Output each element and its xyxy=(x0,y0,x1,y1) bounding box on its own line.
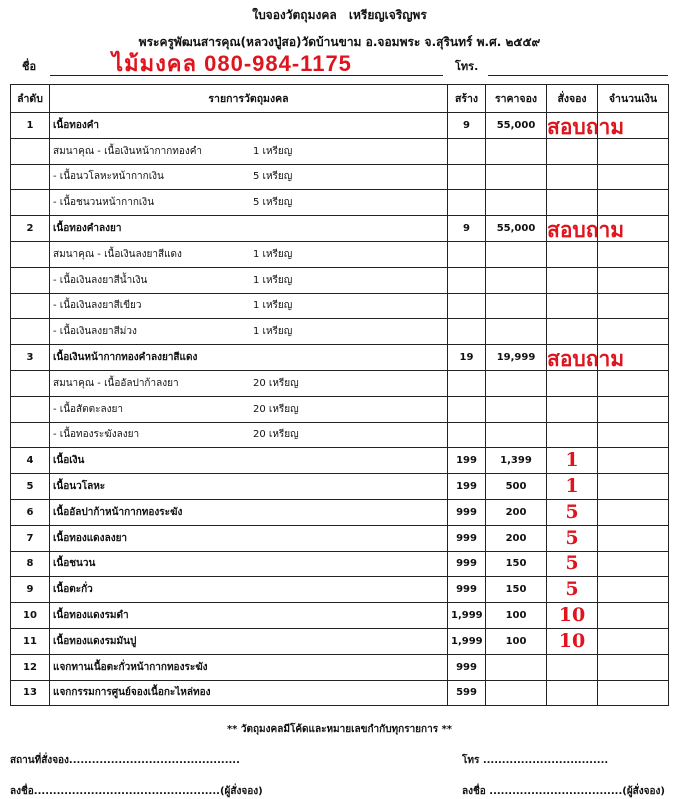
order-cell[interactable] xyxy=(547,319,598,345)
reserve-price xyxy=(486,267,547,293)
table-row xyxy=(11,551,669,577)
item-name: เนื้อนวโลหะ xyxy=(50,474,448,500)
signature-left-field[interactable]: ลงชื่อ.................................................(ผู้สั่งจอง) xyxy=(10,786,263,797)
reserve-price xyxy=(486,370,547,396)
table-subrow xyxy=(11,422,669,448)
col-header-no: ลำดับ xyxy=(11,85,50,113)
amount-cell[interactable] xyxy=(598,422,669,448)
built-count xyxy=(448,241,486,267)
amount-cell[interactable] xyxy=(598,680,669,706)
built-count xyxy=(448,370,486,396)
amount-cell[interactable] xyxy=(598,293,669,319)
sub-item-name: - เนื้อเงินลงยาสีน้ำเงิน xyxy=(53,274,148,286)
built-count xyxy=(448,422,486,448)
table-subrow xyxy=(11,396,669,422)
built-count: 199 xyxy=(448,448,486,474)
item-name: เนื้อทองคำลงยา xyxy=(50,216,448,242)
order-cell[interactable] xyxy=(547,474,598,500)
table-subrow xyxy=(11,267,669,293)
table-subrow xyxy=(11,164,669,190)
order-place-field[interactable]: สถานที่สั่งจอง............................................. xyxy=(10,755,240,766)
order-cell[interactable] xyxy=(547,164,598,190)
row-number: 6 xyxy=(11,499,50,525)
order-cell[interactable] xyxy=(547,448,598,474)
order-cell[interactable] xyxy=(547,216,625,243)
row-number: 13 xyxy=(11,680,50,706)
order-cell[interactable] xyxy=(547,293,598,319)
sub-item-name: - เนื้อนวโลหะหน้ากากเงิน xyxy=(53,171,164,183)
row-number: 7 xyxy=(11,525,50,551)
order-quantity: 1 xyxy=(565,475,579,498)
item-name: เนื้อทองแดงลงยา xyxy=(50,525,448,551)
amount-cell[interactable] xyxy=(598,319,669,345)
sub-item-name: สมนาคุณ - เนื้อเงินลงยาสีแดง xyxy=(53,248,182,260)
sub-item-qty: 1 เหรียญ xyxy=(253,300,293,312)
order-cell[interactable] xyxy=(547,680,598,706)
col-header-price: ราคาจอง xyxy=(486,85,547,113)
amount-cell[interactable] xyxy=(598,267,669,293)
reserve-price xyxy=(486,293,547,319)
row-number xyxy=(11,164,50,190)
table-subrow xyxy=(11,293,669,319)
sub-item-name: - เนื้อชนวนหน้ากากเงิน xyxy=(53,197,155,209)
amount-cell[interactable] xyxy=(598,499,669,525)
reserve-price: 150 xyxy=(486,577,547,603)
sub-item-qty: 1 เหรียญ xyxy=(253,326,293,338)
row-number: 9 xyxy=(11,577,50,603)
sub-item xyxy=(50,396,448,422)
name-field-value[interactable]: ไม้มงคล 080-984-1175 xyxy=(112,51,352,76)
built-count: 999 xyxy=(448,499,486,525)
row-number: 5 xyxy=(11,474,50,500)
order-cell[interactable] xyxy=(547,654,598,680)
order-cell[interactable] xyxy=(547,603,598,629)
reserve-price xyxy=(486,396,547,422)
built-count: 1,999 xyxy=(448,628,486,654)
reserve-price xyxy=(486,190,547,216)
built-count xyxy=(448,138,486,164)
order-cell[interactable] xyxy=(547,525,598,551)
amount-cell[interactable] xyxy=(598,525,669,551)
order-cell[interactable] xyxy=(547,628,598,654)
table-row xyxy=(11,448,669,474)
row-number xyxy=(11,319,50,345)
order-cell[interactable] xyxy=(547,190,598,216)
table-row xyxy=(11,654,669,680)
row-number: 3 xyxy=(11,345,50,371)
sub-item-name: สมนาคุณ - เนื้ออัลปาก้าลงยา xyxy=(53,377,179,389)
col-header-built: สร้าง xyxy=(448,85,486,113)
table-row xyxy=(11,113,669,139)
sub-item-qty: 20 เหรียญ xyxy=(253,377,299,389)
table-row xyxy=(11,577,669,603)
phone-label: โทร. xyxy=(455,60,479,73)
table-row xyxy=(11,525,669,551)
form-subtitle: พระครูพัฒนสารคุณ(หลวงปู่สอ)วัดบ้านขาม อ.จอมพระ จ.สุรินทร์ พ.ศ. ๒๕๕๙ xyxy=(138,35,541,49)
order-cell[interactable] xyxy=(547,551,598,577)
sub-item xyxy=(50,293,448,319)
order-cell[interactable] xyxy=(547,345,625,372)
reserve-price xyxy=(486,680,547,706)
order-quantity: 5 xyxy=(565,578,579,601)
item-name: เนื้อชนวน xyxy=(50,551,448,577)
order-quantity: 10 xyxy=(558,604,586,627)
item-name: เนื้ออัลปาก้าหน้ากากทองระฆัง xyxy=(50,499,448,525)
reserve-price: 150 xyxy=(486,551,547,577)
reserve-price: 1,399 xyxy=(486,448,547,474)
order-cell[interactable] xyxy=(547,267,598,293)
built-count xyxy=(448,164,486,190)
reserve-price: 55,000 xyxy=(486,113,547,139)
reserve-price xyxy=(486,319,547,345)
amount-cell[interactable] xyxy=(598,164,669,190)
built-count xyxy=(448,319,486,345)
reserve-price: 200 xyxy=(486,499,547,525)
sub-item-name: - เนื้อเงินลงยาสีม่วง xyxy=(53,326,137,338)
reserve-price: 19,999 xyxy=(486,345,547,371)
amount-cell[interactable] xyxy=(598,603,669,629)
inquire-label: สอบถาม xyxy=(547,116,625,139)
sub-item xyxy=(50,370,448,396)
table-row xyxy=(11,345,669,371)
row-number: 4 xyxy=(11,448,50,474)
row-number xyxy=(11,396,50,422)
sub-item-qty: 20 เหรียญ xyxy=(253,403,299,415)
sub-item-name: - เนื้อเงินลงยาสีเขียว xyxy=(53,300,142,312)
reserve-price: 500 xyxy=(486,474,547,500)
table-subrow xyxy=(11,319,669,345)
built-count: 199 xyxy=(448,474,486,500)
built-count: 9 xyxy=(448,113,486,139)
inquire-label: สอบถาม xyxy=(547,219,625,243)
item-name: เนื้อเงินหน้ากากทองคำลงยาสีแดง xyxy=(50,345,448,371)
built-count: 999 xyxy=(448,577,486,603)
order-quantity: 5 xyxy=(565,526,579,549)
sub-item xyxy=(50,190,448,216)
order-cell[interactable] xyxy=(547,113,625,139)
order-cell[interactable] xyxy=(547,422,598,448)
row-number: 11 xyxy=(11,628,50,654)
amount-cell[interactable] xyxy=(598,190,669,216)
table-row xyxy=(11,628,669,654)
row-number: 12 xyxy=(11,654,50,680)
footer-phone-field[interactable]: โทร ................................. xyxy=(462,755,609,766)
reserve-price: 100 xyxy=(486,628,547,654)
sub-item-qty: 5 เหรียญ xyxy=(253,171,293,183)
row-number xyxy=(11,293,50,319)
amount-cell[interactable] xyxy=(598,396,669,422)
amount-cell[interactable] xyxy=(598,577,669,603)
signature-right-field[interactable]: ลงชื่อ ...................................(ผู้สั่งจอง) xyxy=(462,786,665,797)
order-quantity: 1 xyxy=(565,449,579,472)
built-count xyxy=(448,396,486,422)
reserve-price: 200 xyxy=(486,525,547,551)
reserve-price: 100 xyxy=(486,603,547,629)
sub-item-name: - เนื้อสัตตะลงยา xyxy=(53,403,123,415)
table-body xyxy=(11,113,669,706)
built-count xyxy=(448,293,486,319)
row-number xyxy=(11,422,50,448)
row-number xyxy=(11,370,50,396)
row-number: 2 xyxy=(11,216,50,242)
item-name: เนื้อทองแดงรมมันปู xyxy=(50,628,448,654)
sub-item-qty: 20 เหรียญ xyxy=(253,429,299,441)
built-count: 599 xyxy=(448,680,486,706)
item-name: เนื้อทองแดงรมดำ xyxy=(50,603,448,629)
sub-item xyxy=(50,241,448,267)
col-header-amount: จำนวนเงิน xyxy=(598,85,669,113)
table-row xyxy=(11,474,669,500)
reserve-price: 55,000 xyxy=(486,216,547,242)
built-count: 999 xyxy=(448,654,486,680)
order-quantity: 10 xyxy=(558,629,586,652)
table-row xyxy=(11,680,669,706)
table-row xyxy=(11,499,669,525)
sub-item xyxy=(50,422,448,448)
built-count: 1,999 xyxy=(448,603,486,629)
reserve-price xyxy=(486,241,547,267)
table-subrow xyxy=(11,190,669,216)
built-count: 999 xyxy=(448,551,486,577)
sub-item-qty: 1 เหรียญ xyxy=(253,248,293,260)
inquire-label: สอบถาม xyxy=(547,348,625,372)
order-cell[interactable] xyxy=(547,577,598,603)
row-number xyxy=(11,138,50,164)
amount-cell[interactable] xyxy=(598,474,669,500)
sub-item-qty: 1 เหรียญ xyxy=(253,145,293,157)
order-quantity: 5 xyxy=(565,552,579,575)
col-header-order: สั่งจอง xyxy=(547,85,598,113)
amount-cell[interactable] xyxy=(598,628,669,654)
row-number: 1 xyxy=(11,113,50,139)
name-label: ชื่อ xyxy=(22,60,37,73)
built-count xyxy=(448,190,486,216)
reserve-price xyxy=(486,654,547,680)
table-row xyxy=(11,216,669,242)
built-count: 19 xyxy=(448,345,486,371)
item-name: แจกทานเนื้อตะกั่วหน้ากากทองระฆัง xyxy=(50,654,448,680)
item-name: แจกกรรมการศูนย์จองเนื้อกะไหล่ทอง xyxy=(50,680,448,706)
row-number xyxy=(11,267,50,293)
built-count xyxy=(448,267,486,293)
sub-item-name: สมนาคุณ - เนื้อเงินหน้ากากทองคำ xyxy=(53,145,203,157)
item-name: เนื้อเงิน xyxy=(50,448,448,474)
footnote: ** วัตถุมงคลมีโค้ดและหมายเลขกำกับทุกรายการ ** xyxy=(226,724,453,735)
order-table xyxy=(10,84,669,706)
sub-item xyxy=(50,267,448,293)
built-count: 999 xyxy=(448,525,486,551)
item-name: เนื้อทองคำ xyxy=(50,113,448,139)
col-header-item: รายการวัตถุมงคล xyxy=(50,85,448,113)
reserve-price xyxy=(486,422,547,448)
item-name: เนื้อตะกั่ว xyxy=(50,577,448,603)
row-number xyxy=(11,190,50,216)
amount-cell[interactable] xyxy=(598,448,669,474)
order-cell[interactable] xyxy=(547,396,598,422)
row-number: 8 xyxy=(11,551,50,577)
order-quantity: 5 xyxy=(565,500,579,523)
sub-item xyxy=(50,319,448,345)
sub-item-qty: 5 เหรียญ xyxy=(253,197,293,209)
form-title: ใบจองวัตถุมงคล เหรียญเจริญพร xyxy=(252,8,427,22)
sub-item xyxy=(50,138,448,164)
built-count: 9 xyxy=(448,216,486,242)
table-header-row xyxy=(11,85,669,113)
phone-field-line[interactable] xyxy=(488,75,668,76)
amount-cell[interactable] xyxy=(598,551,669,577)
reserve-price xyxy=(486,164,547,190)
table-row xyxy=(11,603,669,629)
amount-cell[interactable] xyxy=(598,654,669,680)
order-cell[interactable] xyxy=(547,499,598,525)
row-number: 10 xyxy=(11,603,50,629)
sub-item-name: - เนื้อทองระฆังลงยา xyxy=(53,429,140,441)
reserve-price xyxy=(486,138,547,164)
sub-item xyxy=(50,164,448,190)
row-number xyxy=(11,241,50,267)
sub-item-qty: 1 เหรียญ xyxy=(253,274,293,286)
